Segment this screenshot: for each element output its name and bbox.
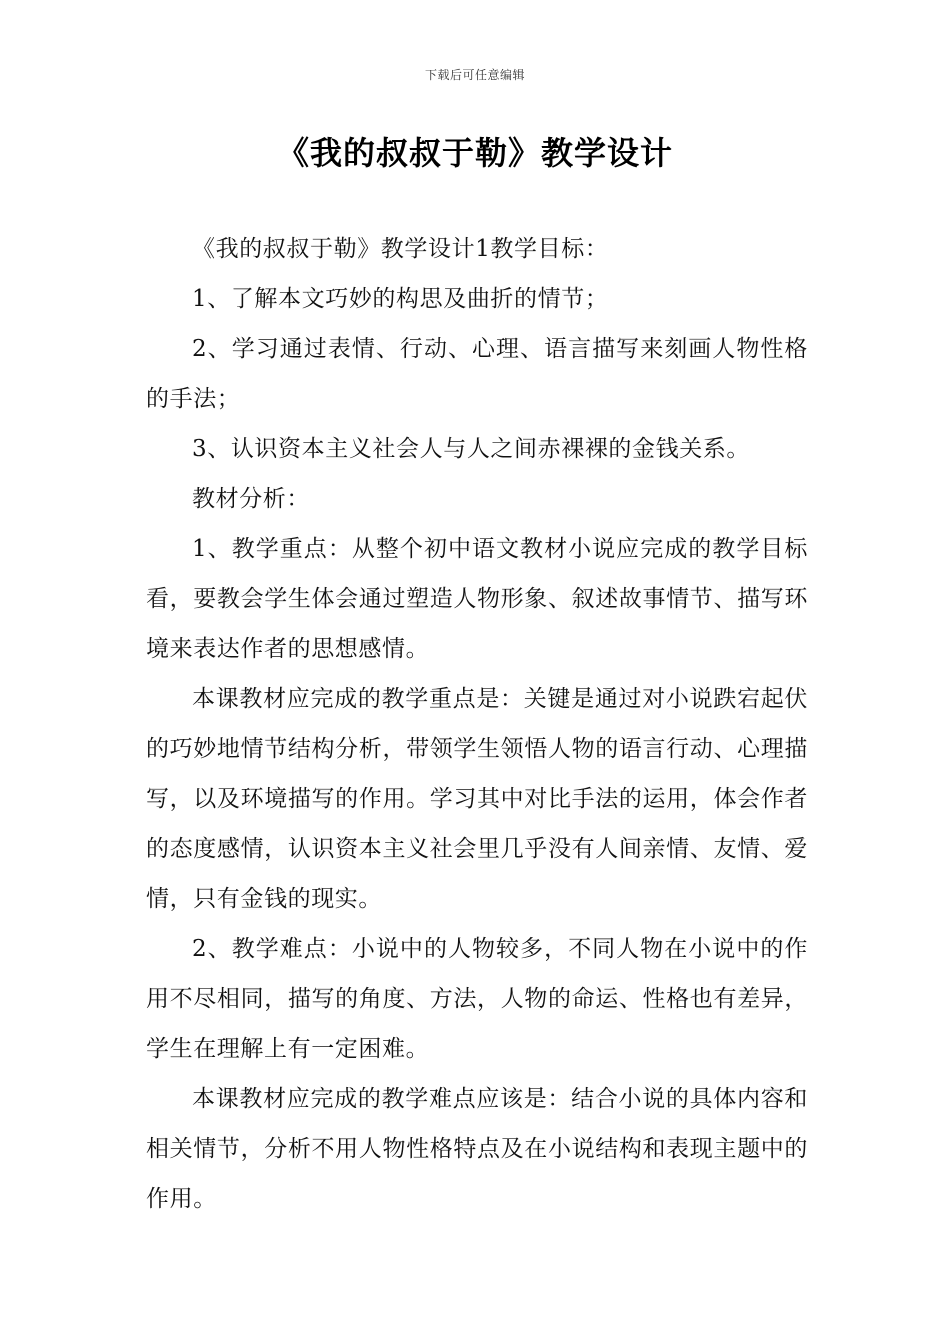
paragraph-key-point-detail: 本课教材应完成的教学重点是：关键是通过对小说跌宕起伏的巧妙地情节结构分析，带领学生领悟人物的语言行动、心理描写，以及环境描写的作用。学习其中对比手法的运用，体会作者的态度感情，认识资本主义社会里几乎没有人间亲情、友情、爱情，只有金钱的现实。 bbox=[146, 686, 808, 912]
paragraph-analysis-heading: 教材分析： bbox=[192, 486, 310, 512]
paragraph-key-point: 1、教学重点：从整个初中语文教材小说应完成的教学目标看，要教会学生体会通过塑造人物形象、叙述故事情节、描写环境来表达作者的思想感情。 bbox=[146, 536, 808, 662]
paragraph-difficulty-detail: 本课教材应完成的教学难点应该是：结合小说的具体内容和相关情节，分析不用人物性格特点及在小说结构和表现主题中的作用。 bbox=[146, 1086, 808, 1212]
paragraph-objective-3: 3、认识资本主义社会人与人之间赤裸裸的金钱关系。 bbox=[192, 436, 751, 462]
paragraph-objectives-intro: 《我的叔叔于勒》教学设计1教学目标： bbox=[192, 236, 609, 262]
document-body bbox=[146, 224, 808, 1224]
header-note: 下载后可任意编辑 bbox=[424, 68, 525, 82]
paragraph-objective-1: 1、了解本文巧妙的构思及曲折的情节； bbox=[192, 286, 609, 312]
document-title: 《我的叔叔于勒》教学设计 bbox=[276, 134, 673, 172]
paragraph-difficulty: 2、教学难点：小说中的人物较多，不同人物在小说中的作用不尽相同，描写的角度、方法，人物的命运、性格也有差异，学生在理解上有一定困难。 bbox=[146, 936, 808, 1062]
paragraph-objective-2: 2、学习通过表情、行动、心理、语言描写来刻画人物性格的手法； bbox=[146, 336, 808, 412]
